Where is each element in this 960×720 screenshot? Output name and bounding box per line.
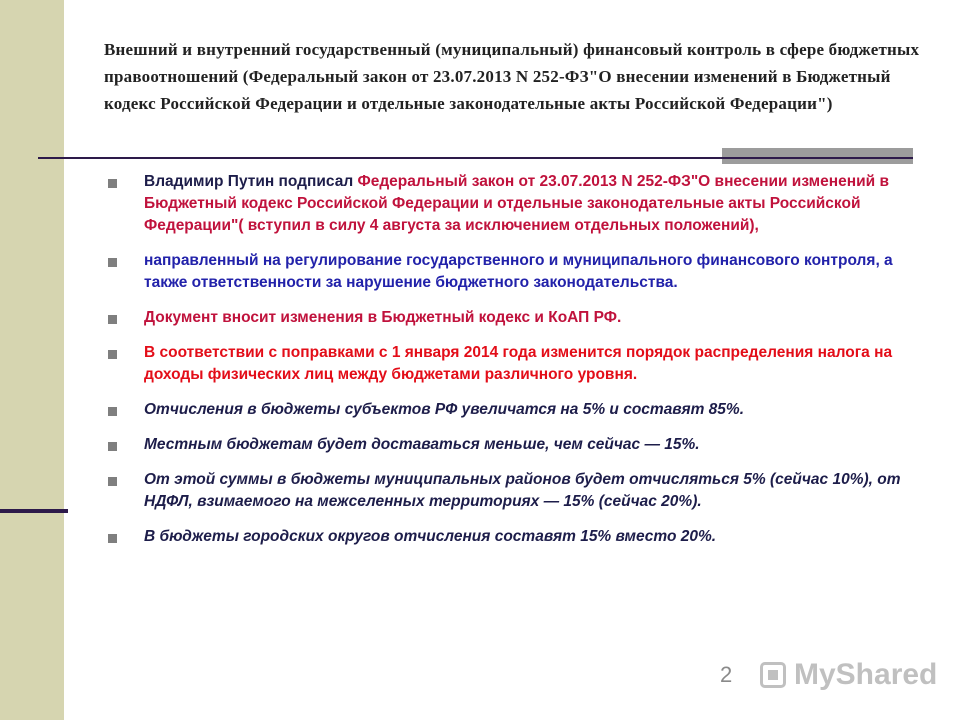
- page-number: 2: [720, 662, 733, 687]
- square-bullet-icon: [108, 315, 117, 324]
- bullet-item-7: [106, 469, 906, 513]
- slide-title: Внешний и внутренний государственный (муниципальный) финансовый контроль в сфере бюджетных правоотношений (Федеральный закон от 23.07.2013 N 252-ФЗ"О внесении изменений в Бюджетный кодекс Российской Федерации и отдельные законодательные акты Российской Федерации"): [104, 40, 920, 113]
- bullet-5-text: Отчисления в бюджеты субъектов РФ увеличатся на 5% и составят 85%.: [144, 401, 745, 418]
- bullet-1-law: Федеральный закон от 23.07.2013 N 252-ФЗ"О внесении изменений в Бюджетный кодекс Российской Федерации и отдельные законодательные акты Российской Федерации"( вступил в силу 4 августа за исключением отдельных положений),: [144, 173, 889, 234]
- square-bullet-icon: [108, 258, 117, 267]
- bullet-item-3: [106, 307, 906, 329]
- bullet-3-text: Документ вносит изменения в Бюджетный кодекс и КоАП РФ.: [144, 309, 622, 326]
- square-bullet-icon: [108, 179, 117, 188]
- site-watermark: [760, 658, 937, 692]
- bullet-1-lead: Владимир Путин подписал: [144, 173, 358, 190]
- bullet-list: [106, 171, 906, 561]
- bullet-item-8: [106, 526, 906, 548]
- square-bullet-icon: [108, 350, 117, 359]
- bullet-item-2: [106, 250, 906, 294]
- decor-gray-block: [722, 148, 913, 164]
- left-band-rule: [0, 509, 68, 513]
- bullet-6-text: Местным бюджетам будет доставаться меньше, чем сейчас — 15%.: [144, 436, 700, 453]
- title-divider: [38, 157, 913, 159]
- bullet-2-text: направленный на регулирование государственного и муниципального финансового контроля, а также ответственности за нарушение бюджетного законодательства.: [144, 252, 893, 291]
- bullet-item-1: [106, 171, 906, 237]
- bullet-4-text: В соответствии с поправками с 1 января 2014 года изменится порядок распределения налога на доходы физических лиц между бюджетами различного уровня.: [144, 344, 893, 383]
- square-bullet-icon: [108, 442, 117, 451]
- bullet-item-4: [106, 342, 906, 386]
- watermark-text: MyShared: [794, 658, 938, 691]
- bullet-8-text: В бюджеты городских округов отчисления составят 15% вместо 20%.: [144, 528, 717, 545]
- square-bullet-icon: [108, 534, 117, 543]
- watermark-logo-icon: [760, 662, 786, 688]
- bullet-item-6: [106, 434, 906, 456]
- square-bullet-icon: [108, 477, 117, 486]
- bullet-7-text: От этой суммы в бюджеты муниципальных районов будет отчисляться 5% (сейчас 10%), от НДФЛ, взимаемого на межселенных территориях — 15% (сейчас 20%).: [144, 471, 901, 510]
- square-bullet-icon: [108, 407, 117, 416]
- bullet-item-5: [106, 399, 906, 421]
- left-decor-band: [0, 0, 64, 720]
